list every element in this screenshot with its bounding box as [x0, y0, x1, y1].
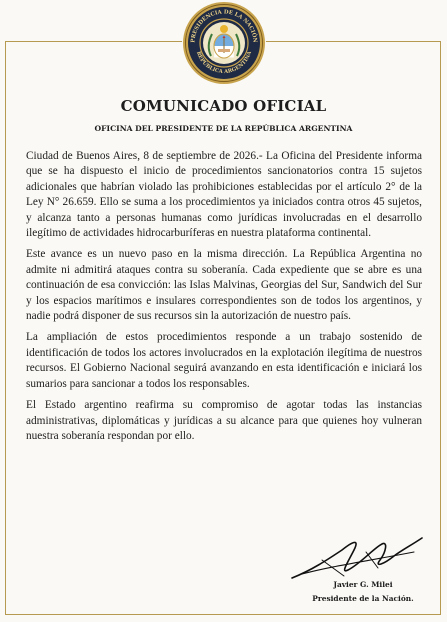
page-title: COMUNICADO OFICIAL [120, 97, 327, 115]
paragraph: La ampliación de estos procedimientos responde a un trabajo sostenido de identificación de todos los actores involucrados en la explotación ilegítima de nuestros recursos. El Gobierno Nacional seguirá avanzando en esta identificación e iniciará los sumarios para sancionar a todos los responsables. [26, 331, 422, 390]
paragraph: Este avance es un nuevo paso en la misma dirección. La República Argentina no admite ni admitirá ataques contra su soberanía. Cada expediente que se abre es una continuación de esa convicción: las Islas Malvinas, Georgias del Sur, Sandwich del Sur y los espacios marítimos e insulares correspondientes son de todos los argentinos, y nadie podrá disponer de sus recursos sin la autorización de nuestro país. [26, 248, 422, 323]
signatory-name: Javier G. Milei [333, 580, 393, 589]
seal-top-text: PRESIDENCIA DE LA NACIÓN [190, 9, 258, 43]
statement-body [26, 149, 422, 450]
presidential-seal [182, 1, 266, 85]
page-subtitle: OFICINA DEL PRESIDENTE DE LA REPÚBLICA ARGENTINA [94, 124, 353, 133]
signatory-role: Presidente de la Nación. [312, 594, 414, 603]
paragraph: El Estado argentino reafirma su compromiso de agotar todas las instancias administrativas, diplomáticas y jurídicas a su alcance para que quienes hoy vulneran nuestra soberanía respondan por ello. [26, 399, 422, 442]
paragraph: Ciudad de Buenos Aires, 8 de septiembre de 2026.- La Oficina del Presidente informa que se ha dispuesto el inicio de procedimientos sancionatorios contra 15 sujetos adicionales que habrían violado las prohibiciones establecidas por el artículo 2° de la Ley N° 26.659. Ello se suma a los procedimientos ya iniciados contra otros 45 sujetos, y alcanza tanto a personas humanas como jurídicas involucradas en el desarrollo ilegítimo de actividades hidrocarburíferas en nuestra plataforma continental. [26, 150, 422, 240]
seal-bottom-text: REPÚBLICA ARGENTINA [194, 50, 254, 76]
